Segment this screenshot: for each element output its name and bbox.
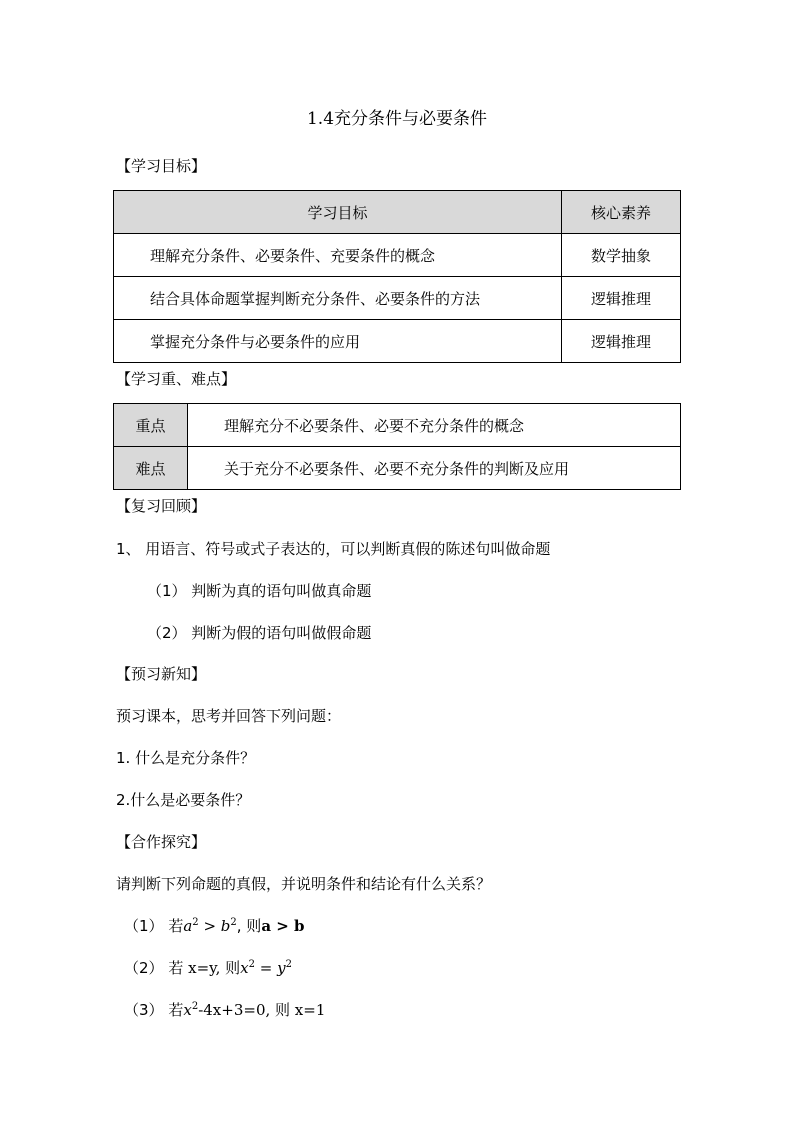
proposition-text: -4x+3=0, 则 x=1 — [198, 1001, 326, 1019]
math-exponent: 2 — [248, 959, 256, 970]
proposition-number: （2） — [124, 959, 164, 977]
proposition-2 — [124, 957, 292, 978]
table-row — [114, 234, 681, 277]
section-heading-keypoints: 【学习重、难点】 — [116, 370, 237, 388]
proposition-1 — [124, 915, 305, 936]
math-var: a — [183, 917, 193, 935]
table-row — [114, 277, 681, 320]
preview-intro: 预习课本，思考并回答下列问题： — [116, 707, 342, 725]
review-subitem: （2） 判断为假的语句叫做假命题 — [147, 624, 372, 642]
explore-intro: 请判断下列命题的真假，并说明条件和结论有什么关系？ — [116, 875, 492, 893]
table-cell: 理解充分不必要条件、必要不充分条件的概念 — [188, 404, 681, 447]
math-exponent: 2 — [285, 959, 292, 970]
table-header: 学习目标 — [114, 191, 562, 234]
table-cell: 数学抽象 — [562, 234, 681, 277]
proposition-number: （1） — [124, 917, 164, 935]
section-heading-preview: 【预习新知】 — [116, 665, 207, 683]
math-var: x — [240, 959, 249, 977]
table-cell: 结合具体命题掌握判断充分条件、必要条件的方法 — [114, 277, 562, 320]
keypoints-table — [113, 403, 681, 490]
math-conclusion: a > b — [261, 917, 305, 935]
preview-question: 1. 什么是充分条件？ — [116, 749, 256, 767]
table-cell: 重点 — [114, 404, 188, 447]
table-cell: 掌握充分条件与必要条件的应用 — [114, 320, 562, 363]
math-var: y — [277, 959, 286, 977]
math-var: x — [183, 1001, 192, 1019]
proposition-text: 若 — [168, 1001, 184, 1019]
proposition-text: 若 — [168, 959, 184, 977]
math-exponent: 2 — [191, 1001, 199, 1012]
proposition-3 — [124, 999, 325, 1020]
table-cell: 逻辑推理 — [562, 320, 681, 363]
review-item: 1、 用语言、符号或式子表达的，可以判断真假的陈述句叫做命题 — [116, 540, 551, 558]
math-op: > — [198, 917, 221, 935]
math-exponent: 2 — [192, 917, 199, 928]
math-op: = — [255, 959, 278, 977]
section-heading-review: 【复习回顾】 — [116, 497, 207, 515]
proposition-number: （3） — [124, 1001, 164, 1019]
math-var: b — [220, 917, 231, 935]
proposition-text: , 则 — [236, 917, 262, 935]
table-header-row — [114, 191, 681, 234]
preview-question: 2.什么是必要条件？ — [116, 791, 251, 809]
table-cell: 逻辑推理 — [562, 277, 681, 320]
section-heading-explore: 【合作探究】 — [116, 833, 207, 851]
table-row — [114, 447, 681, 490]
table-cell: 关于充分不必要条件、必要不充分条件的判断及应用 — [188, 447, 681, 490]
proposition-text: 若 — [168, 917, 184, 935]
table-row — [114, 320, 681, 363]
page-title: 1.4充分条件与必要条件 — [306, 109, 488, 129]
table-cell: 难点 — [114, 447, 188, 490]
review-subitem: （1） 判断为真的语句叫做真命题 — [147, 582, 372, 600]
table-row — [114, 404, 681, 447]
goals-table — [113, 190, 681, 363]
proposition-text: x=y, 则 — [183, 959, 241, 977]
section-heading-goals: 【学习目标】 — [116, 157, 207, 175]
table-header: 核心素养 — [562, 191, 681, 234]
math-exponent: 2 — [230, 917, 237, 928]
table-cell: 理解充分条件、必要条件、充要条件的概念 — [114, 234, 562, 277]
